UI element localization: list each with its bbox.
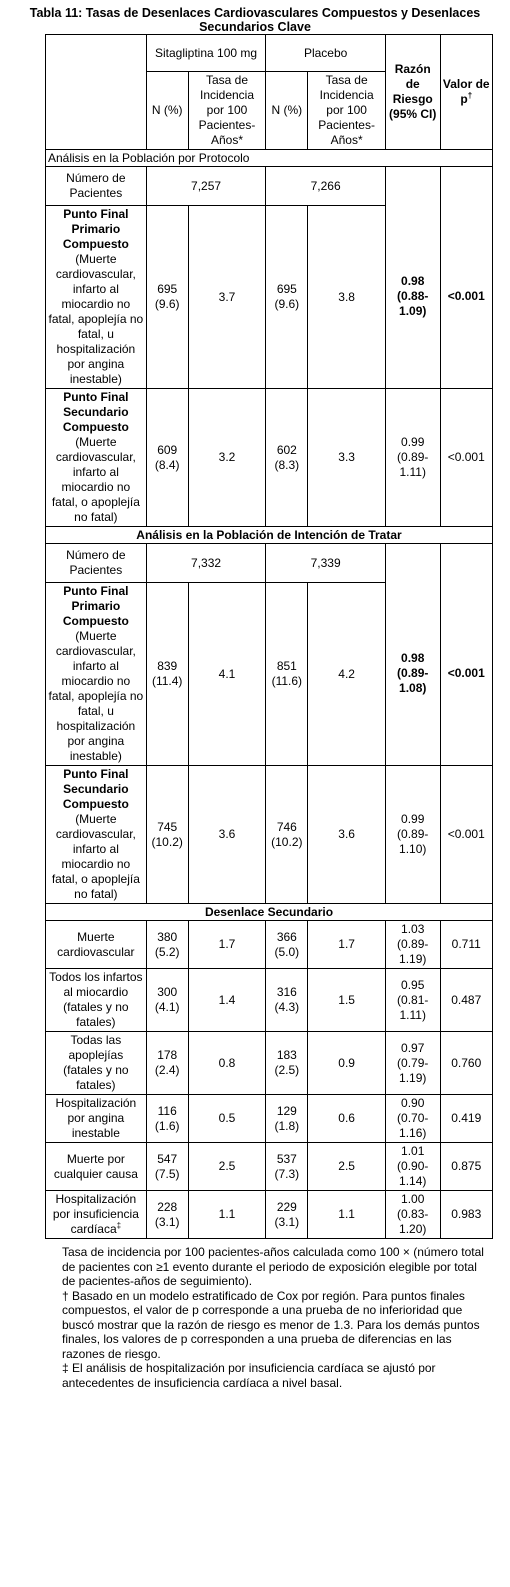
plac-rate: 0.6: [308, 1095, 386, 1143]
sita-n-pct-n: 609: [157, 442, 178, 457]
sita-n-pct-pct: (11.4): [151, 674, 183, 688]
hazard-ratio-cell: [385, 206, 440, 389]
sita-n-pct: [146, 1095, 188, 1143]
patients-plac: 7,339: [266, 544, 386, 583]
footnotes: [62, 1245, 492, 1390]
sita-rate: 3.6: [188, 766, 266, 904]
outcome-label-text: Hospitalización por insuficiencia cardíaca: [52, 1192, 139, 1236]
plac-n-pct: [266, 389, 308, 527]
plac-n-pct-pct: (5.0): [274, 944, 300, 959]
hazard-ratio-ci: (0.90-1.14): [397, 1159, 429, 1188]
header-sitagliptina: Sitagliptina 100 mg: [146, 35, 266, 72]
footnote-double-dagger: ‡ El análisis de hospitalización por insuficiencia cardíaca se ajustó por antecedentes de insuficiencia cardíaca a nivel basal.: [62, 1361, 436, 1390]
p-value-cell: <0.001: [440, 766, 493, 904]
sita-rate: 3.2: [188, 389, 266, 527]
hazard-ratio-value: 0.90: [401, 1096, 425, 1110]
sita-n-pct-n: 745: [157, 819, 178, 834]
hazard-ratio-cell: [385, 1032, 440, 1095]
sita-rate: 0.5: [188, 1095, 266, 1143]
plac-n-pct: [266, 583, 308, 766]
sita-rate: 3.7: [188, 206, 266, 389]
section-row: [46, 527, 493, 544]
plac-n-pct: [266, 1095, 308, 1143]
outcome-label: [46, 969, 147, 1032]
plac-rate: 0.9: [308, 1032, 386, 1095]
endpoint-desc: (Muerte cardiovascular, infarto al miocardio no fatal, o apoplejía no fatal): [51, 812, 140, 901]
sita-n-pct-pct: (10.2): [151, 834, 183, 849]
plac-n-pct-n: 851: [276, 659, 297, 673]
hazard-ratio-cell: [385, 583, 440, 766]
sita-rate: 1.4: [188, 969, 266, 1032]
outcome-label: [46, 1191, 147, 1239]
p-value-cell: 0.487: [440, 969, 493, 1032]
hazard-ratio-value: 1.03: [401, 922, 425, 936]
sita-n-pct: [146, 1191, 188, 1239]
outcomes-table: [45, 34, 493, 1239]
header-n-pct-plac: N (%): [266, 72, 308, 150]
sita-rate: 1.1: [188, 1191, 266, 1239]
hazard-ratio-ci: (0.70-1.16): [397, 1111, 429, 1140]
dagger-mark: †: [467, 91, 473, 100]
hazard-ratio-ci: (0.88-1.09): [397, 289, 429, 319]
hazard-ratio-cell: [385, 1095, 440, 1143]
plac-n-pct-n: 695: [276, 282, 297, 296]
plac-rate: 3.6: [308, 766, 386, 904]
hazard-ratio-value: 0.98: [401, 274, 425, 289]
sita-n-pct-n: 547: [157, 1151, 178, 1166]
table-row: [46, 1143, 493, 1191]
endpoint-title: Punto Final Secundario Compuesto: [62, 390, 129, 434]
plac-n-pct: [266, 921, 308, 969]
p-value-cell: 0.875: [440, 1143, 493, 1191]
hazard-ratio-value: 0.99: [401, 435, 425, 449]
sita-n-pct-n: 839: [157, 659, 178, 673]
outcome-label: [46, 921, 147, 969]
hazard-ratio-value: 1.01: [401, 1144, 425, 1158]
sita-n-pct-pct: (5.2): [154, 944, 180, 959]
endpoint-label: [46, 206, 147, 389]
hazard-ratio-ci: (0.89-1.08): [397, 666, 429, 696]
section-header-itt: Análisis en la Población de Intención de Tratar: [46, 527, 493, 544]
plac-n-pct-n: 129: [276, 1103, 297, 1118]
sita-n-pct-pct: (1.6): [154, 1118, 180, 1133]
sita-n-pct: [146, 1032, 188, 1095]
endpoint-desc: (Muerte cardiovascular, infarto al miocardio no fatal, o apoplejía no fatal): [51, 435, 140, 524]
plac-rate: 2.5: [308, 1143, 386, 1191]
p-value-cell: <0.001: [440, 206, 493, 389]
hazard-ratio-ci: (0.89-1.19): [397, 937, 429, 966]
table-row: [46, 1032, 493, 1095]
plac-n-pct: [266, 969, 308, 1032]
plac-n-pct-n: 316: [276, 985, 297, 999]
p-value-cell: 0.419: [440, 1095, 493, 1143]
header-n-pct-sita: N (%): [146, 72, 188, 150]
empty-cell: [440, 544, 493, 583]
section-header-pp: Análisis en la Población por Protocolo: [46, 150, 493, 167]
header-rate-sita: Tasa de Incidencia por 100 Pacientes-Años*: [188, 72, 266, 150]
empty-cell: [440, 167, 493, 206]
outcome-label: [46, 1032, 147, 1095]
empty-cell: [385, 544, 440, 583]
plac-n-pct-pct: (3.1): [274, 1214, 300, 1229]
sita-n-pct-n: 178: [157, 1048, 178, 1062]
plac-n-pct-pct: (8.3): [274, 457, 300, 472]
hazard-ratio-ci: (0.79-1.19): [397, 1055, 429, 1085]
sita-rate: 0.8: [188, 1032, 266, 1095]
plac-n-pct: [266, 1191, 308, 1239]
plac-n-pct-n: 746: [276, 819, 297, 834]
hazard-ratio-cell: [385, 969, 440, 1032]
hazard-ratio-value: 0.95: [401, 977, 425, 992]
hazard-ratio-ci: (0.89-1.10): [397, 827, 429, 856]
hazard-ratio-cell: [385, 921, 440, 969]
p-value-cell: 0.760: [440, 1032, 493, 1095]
sita-n-pct-pct: (9.6): [154, 297, 180, 311]
sita-n-pct-pct: (4.1): [154, 1000, 180, 1014]
sita-n-pct: [146, 206, 188, 389]
sita-n-pct: [146, 583, 188, 766]
outcome-label: [46, 1095, 147, 1143]
hazard-ratio-value: 0.99: [401, 812, 425, 826]
empty-cell: [385, 167, 440, 206]
footnote-dagger: † Basado en un modelo estratificado de Cox por región. Para puntos finales compuestos, el valor de p corresponde a una prueba de no inferioridad que buscó mostrar que la razón de riesgo es menor de 1.3. Para los demás puntos finales, los valores de p corresponden a una prueba de diferencias en las razones de riesgo.: [62, 1288, 480, 1361]
sita-n-pct-pct: (8.4): [154, 457, 180, 472]
table-row: [46, 389, 493, 527]
p-value-cell: <0.001: [440, 389, 493, 527]
sita-n-pct-pct: (7.5): [154, 1166, 180, 1181]
sita-rate: 1.7: [188, 921, 266, 969]
hazard-ratio-ci: (0.81-1.11): [397, 992, 429, 1022]
p-value-cell: 0.711: [440, 921, 493, 969]
double-dagger-mark: ‡: [116, 1221, 122, 1230]
plac-n-pct-n: 229: [276, 1199, 297, 1214]
patients-label: Número de Pacientes: [46, 544, 147, 583]
patients-row: [46, 544, 493, 583]
table-row: [46, 766, 493, 904]
table-row: [46, 206, 493, 389]
header-empty-cell: [46, 35, 147, 150]
plac-n-pct-n: 602: [276, 442, 297, 457]
sita-n-pct: [146, 1143, 188, 1191]
plac-n-pct-pct: (2.5): [274, 1063, 300, 1077]
plac-n-pct: [266, 206, 308, 389]
endpoint-label: [46, 583, 147, 766]
endpoint-label: [46, 389, 147, 527]
sita-n-pct-pct: (3.1): [154, 1214, 180, 1229]
plac-n-pct-pct: (4.3): [274, 1000, 300, 1014]
plac-rate: 1.5: [308, 969, 386, 1032]
p-value-cell: <0.001: [440, 583, 493, 766]
table-row: [46, 1191, 493, 1239]
plac-rate: 3.8: [308, 206, 386, 389]
table-row: [46, 969, 493, 1032]
table-row: [46, 583, 493, 766]
endpoint-title: Punto Final Primario Compuesto: [62, 207, 129, 251]
section-row: [46, 904, 493, 921]
patients-row: [46, 167, 493, 206]
hazard-ratio-value: 0.98: [401, 651, 425, 666]
endpoint-desc: (Muerte cardiovascular, infarto al miocardio no fatal, apoplejía no fatal, u hospitalización por angina inestable): [48, 629, 144, 763]
plac-n-pct: [266, 1143, 308, 1191]
sita-n-pct-n: 380: [157, 929, 178, 944]
header-placebo: Placebo: [266, 35, 386, 72]
table-caption: Tabla 11: Tasas de Desenlaces Cardiovasculares Compuestos y Desenlaces Secundarios Clave: [29, 6, 481, 34]
plac-n-pct-pct: (11.6): [271, 674, 303, 688]
hazard-ratio-cell: [385, 1143, 440, 1191]
plac-n-pct: [266, 766, 308, 904]
p-value-cell: 0.983: [440, 1191, 493, 1239]
sita-n-pct-n: 228: [157, 1199, 178, 1214]
outcome-label-text: Muerte cardiovascular: [57, 929, 135, 959]
plac-rate: 1.1: [308, 1191, 386, 1239]
hazard-ratio-ci: (0.89-1.11): [397, 450, 429, 479]
plac-n-pct: [266, 1032, 308, 1095]
hazard-ratio-value: 0.97: [401, 1040, 425, 1055]
patients-sita: 7,332: [146, 544, 266, 583]
sita-n-pct-n: 116: [157, 1103, 177, 1118]
sita-n-pct: [146, 921, 188, 969]
sita-n-pct-n: 695: [157, 282, 178, 296]
plac-n-pct-n: 183: [276, 1048, 297, 1062]
plac-n-pct-pct: (9.6): [274, 297, 300, 311]
plac-n-pct-n: 537: [276, 1151, 297, 1166]
footnote-rate: Tasa de incidencia por 100 pacientes-años calculada como 100 × (número total de pacientes con ≥1 evento durante el periodo de exposición elegible por total de pacientes-años de seguimiento).: [62, 1245, 484, 1288]
outcome-label-text: Todos los infartos al miocardio (fatales y no fatales): [49, 970, 143, 1029]
outcome-label-text: Muerte por cualquier causa: [53, 1151, 138, 1181]
patients-plac: 7,266: [266, 167, 386, 206]
endpoint-title: Punto Final Secundario Compuesto: [62, 767, 129, 811]
hazard-ratio-value: 1.00: [401, 1192, 425, 1206]
sita-rate: 2.5: [188, 1143, 266, 1191]
sita-n-pct-n: 300: [157, 985, 178, 999]
plac-n-pct-pct: (10.2): [271, 834, 303, 849]
outcome-label-text: Todas las apoplejías (fatales y no fatales): [63, 1033, 129, 1092]
hazard-ratio-cell: [385, 766, 440, 904]
plac-rate: 3.3: [308, 389, 386, 527]
section-header-secondary: Desenlace Secundario: [46, 904, 493, 921]
sita-rate: 4.1: [188, 583, 266, 766]
endpoint-label: [46, 766, 147, 904]
header-row-top: [46, 35, 493, 72]
plac-n-pct-pct: (7.3): [274, 1166, 300, 1181]
plac-n-pct-pct: (1.8): [274, 1118, 300, 1133]
plac-n-pct-n: 366: [276, 929, 297, 944]
hazard-ratio-ci: (0.83-1.20): [397, 1207, 429, 1236]
plac-rate: 1.7: [308, 921, 386, 969]
header-p-value: [440, 35, 493, 150]
patients-sita: 7,257: [146, 167, 266, 206]
patients-label: Número de Pacientes: [46, 167, 147, 206]
hazard-ratio-cell: [385, 389, 440, 527]
endpoint-desc: (Muerte cardiovascular, infarto al miocardio no fatal, apoplejía no fatal, u hospitalización por angina inestable): [48, 252, 144, 386]
outcome-label-text: Hospitalización por angina inestable: [55, 1096, 137, 1140]
sita-n-pct: [146, 969, 188, 1032]
header-rate-plac: Tasa de Incidencia por 100 Pacientes-Años*: [308, 72, 386, 150]
plac-rate: 4.2: [308, 583, 386, 766]
endpoint-title: Punto Final Primario Compuesto: [62, 584, 129, 628]
table-row: [46, 921, 493, 969]
header-p-value-label: Valor de p: [442, 77, 490, 106]
section-row: [46, 150, 493, 167]
header-hazard-ratio: Razón de Riesgo (95% CI): [385, 35, 440, 150]
sita-n-pct: [146, 389, 188, 527]
sita-n-pct-pct: (2.4): [154, 1063, 180, 1077]
table-row: [46, 1095, 493, 1143]
outcome-label: [46, 1143, 147, 1191]
sita-n-pct: [146, 766, 188, 904]
hazard-ratio-cell: [385, 1191, 440, 1239]
